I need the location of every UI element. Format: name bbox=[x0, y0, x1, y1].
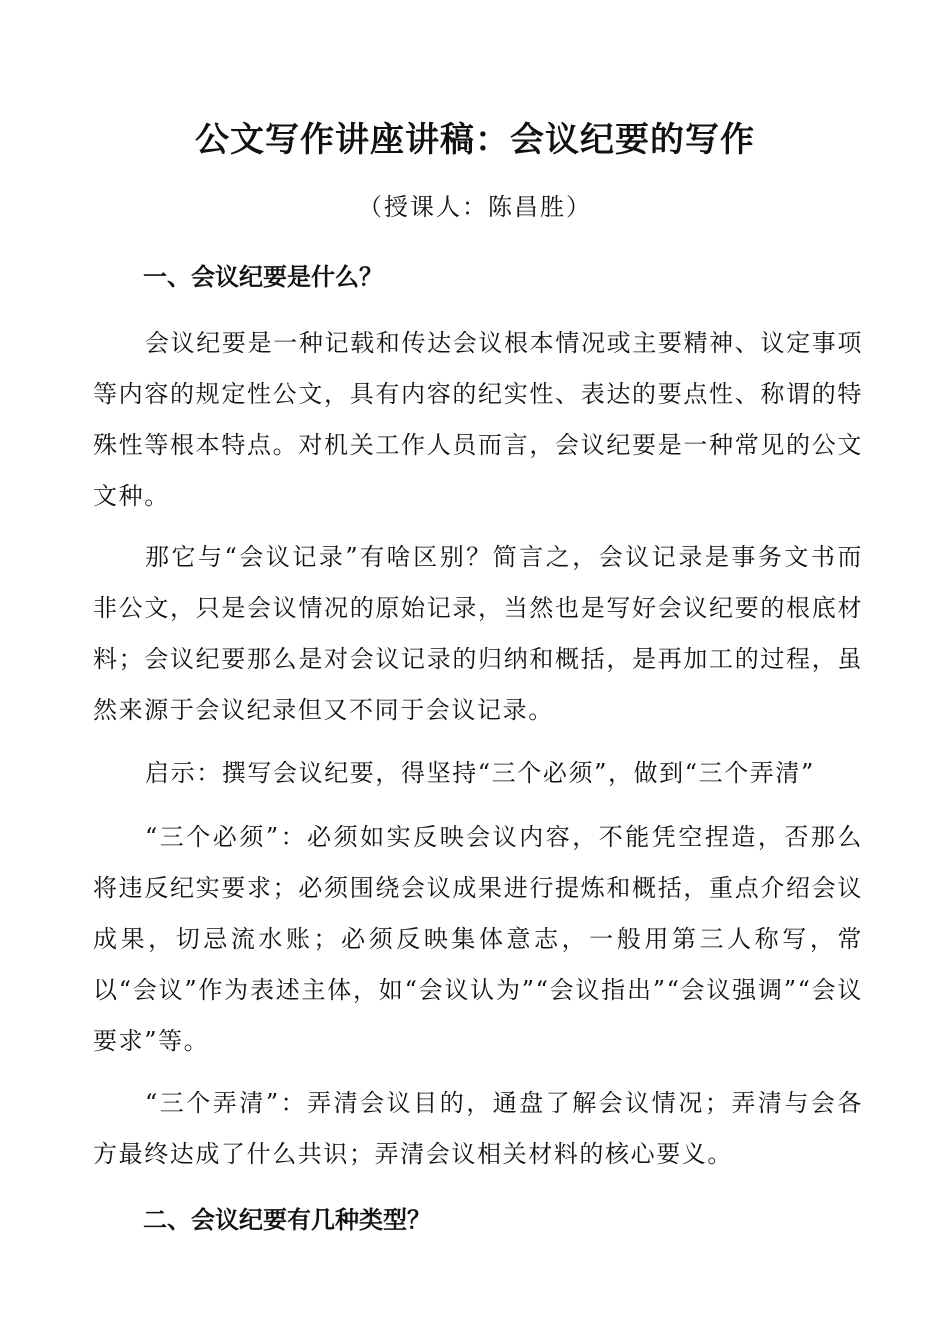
section-heading-1: 一、会议纪要是什么？ bbox=[143, 263, 383, 291]
paragraph-4: “三个必须”：必须如实反映会议内容，不能凭空捏造，否那么将违反纪实要求；必须围绕会议成果进行提炼和概括，重点介绍会议成果，切忌流水账；必须反映集体意志，一般用第三人称写，常以“会议”作为表述主体，如“会议认为”“会议指出”“会议强调”“会议要求”等。 bbox=[93, 823, 863, 1055]
paragraph-3: 启示：撰写会议纪要，得坚持“三个必须”，做到“三个弄清” bbox=[145, 759, 815, 787]
paragraph-5: “三个弄清”：弄清会议目的，通盘了解会议情况；弄清与会各方最终达成了什么共识；弄清会议相关材料的核心要义。 bbox=[93, 1089, 863, 1168]
paragraph-2: 那它与“会议记录”有啥区别？简言之，会议记录是事务文书而非公文，只是会议情况的原始记录，当然也是写好会议纪要的根底材料；会议纪要那么是对会议记录的归纳和概括，是再加工的过程，虽然来源于会议纪录但又不同于会议记录。 bbox=[93, 543, 863, 724]
document-title: 公文写作讲座讲稿：会议纪要的写作 bbox=[195, 120, 755, 160]
paragraph-1: 会议纪要是一种记载和传达会议根本情况或主要精神、议定事项等内容的规定性公文，具有内容的纪实性、表达的要点性、称谓的特殊性等根本特点。对机关工作人员而言，会议纪要是一种常见的公文文种。 bbox=[93, 329, 863, 510]
document-subtitle: （授课人：陈昌胜） bbox=[358, 193, 592, 221]
section-heading-2: 二、会议纪要有几种类型？ bbox=[143, 1206, 431, 1234]
